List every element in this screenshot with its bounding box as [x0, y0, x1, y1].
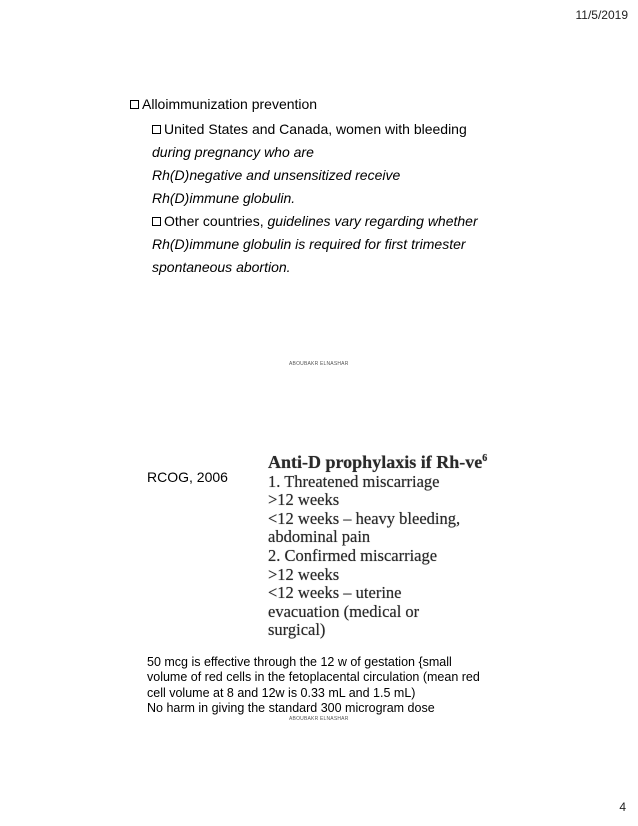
- bullet-other-countries-line: spontaneous abortion.: [152, 259, 291, 275]
- bullet-other-countries-rest: guidelines vary regarding whether: [263, 213, 478, 229]
- anti-d-title-ref: 6: [482, 453, 488, 464]
- page-number: 4: [619, 800, 626, 814]
- author-watermark: ABOUBAKR ELNASHAR: [289, 361, 349, 367]
- anti-d-line: 2. Confirmed miscarriage: [268, 545, 438, 565]
- author-watermark: ABOUBAKR ELNASHAR: [289, 716, 349, 722]
- slide-title-text: Alloimmunization prevention: [142, 96, 318, 112]
- anti-d-line: 1. Threatened miscarriage: [268, 471, 440, 491]
- anti-d-line: >12 weeks: [268, 490, 340, 510]
- bullet-us-canada-line: Rh(D)negative and unsensitized receive: [152, 167, 401, 183]
- checkbox-bullet-icon: [130, 100, 139, 109]
- checkbox-bullet-icon: [152, 125, 161, 134]
- source-label: RCOG, 2006: [147, 469, 228, 485]
- dose-note-line: volume of red cells in the fetoplacental circulation (mean red: [147, 670, 480, 685]
- bullet-other-countries: [130, 210, 560, 233]
- checkbox-bullet-icon: [152, 217, 161, 226]
- bullet-us-canada: [130, 118, 560, 141]
- anti-d-line: evacuation (medical or: [268, 601, 420, 621]
- print-date: 11/5/2019: [575, 8, 628, 22]
- anti-d-line: >12 weeks: [268, 564, 340, 584]
- dose-note-line: cell volume at 8 and 12w is 0.33 mL and 1.5 mL): [147, 685, 416, 700]
- dose-note-line: 50 mcg is effective through the 12 w of gestation {small: [147, 655, 452, 669]
- bullet-other-countries-line: Rh(D)immune globulin is required for first trimester: [152, 236, 466, 252]
- bullet-us-canada-line: Rh(D)immune globulin.: [152, 190, 296, 206]
- slide-title: [130, 96, 560, 112]
- dose-note-line: No harm in giving the standard 300 microgram dose: [147, 701, 435, 716]
- anti-d-line: <12 weeks – uterine: [268, 583, 402, 603]
- bullet-us-canada-lead: United States and Canada, women with bleeding: [164, 121, 467, 137]
- anti-d-line: abdominal pain: [268, 527, 371, 547]
- slide-alloimmunization: [130, 96, 560, 279]
- bullet-other-countries-lead: Other countries,: [164, 213, 264, 229]
- anti-d-line: <12 weeks – heavy bleeding,: [268, 508, 461, 528]
- anti-d-title: Anti-D prophylaxis if $Rh-ve^6$: [268, 452, 488, 472]
- bullet-us-canada-line: during pregnancy who are: [152, 144, 314, 160]
- anti-d-prophylaxis-image: [268, 450, 504, 640]
- dose-note: [147, 655, 497, 717]
- anti-d-line: surgical): [268, 620, 326, 640]
